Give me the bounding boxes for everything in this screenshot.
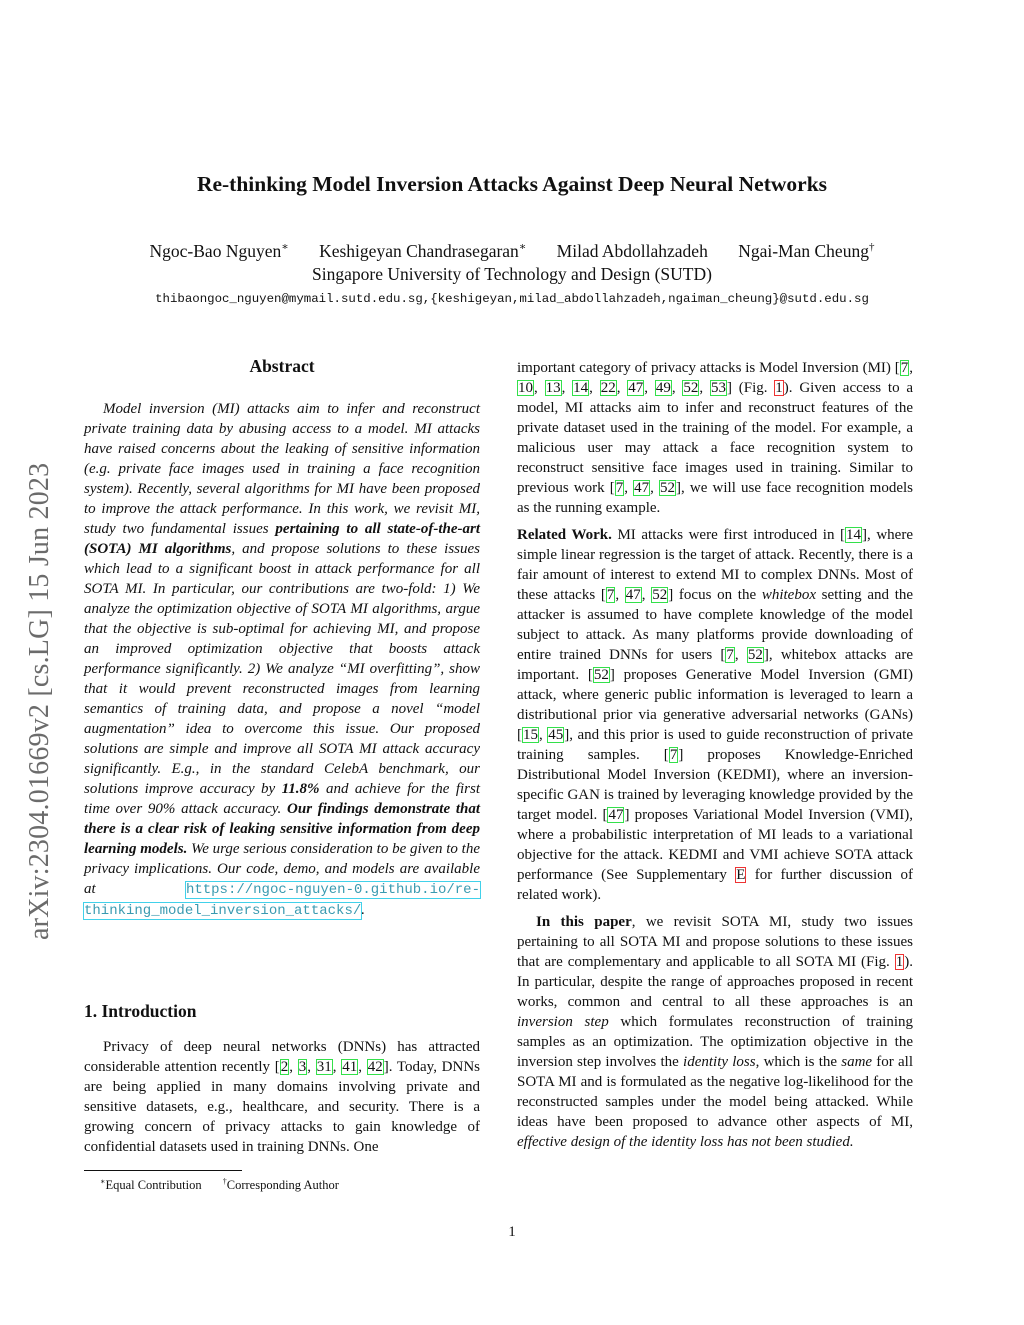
citation-link[interactable]: 52	[683, 380, 699, 396]
citation-link[interactable]: 7	[606, 587, 615, 603]
citation-link[interactable]: 22	[600, 380, 616, 396]
paragraph-this-paper: In this paper, we revisit SOTA MI, study two issues pertaining to all SOTA MI and propose solutions to these issues that are complementary and applicable to all SOTA MI (Fig. 1). In particular, despite the range of approaches proposed in recent works, common and central to all these approaches is an inversion step which formulates reconstruction of training samples as an optimization. The optimization objective in the inversion step involves the identity loss, which is the same for all SOTA MI and is formulated as the negative log-likelihood for the reconstructed samples under the model being attacked. While ideas have been proposed to advance other aspects of MI, effective design of the identity loss has not been studied.	[517, 914, 914, 1150]
author-3: Milad Abdollahzadeh	[556, 240, 708, 261]
right-column-body	[517, 358, 913, 1152]
code-link[interactable]: https://ngoc-nguyen-0.github.io/re-thinking_model_inversion_attacks/	[84, 882, 480, 919]
citation-link[interactable]: 10	[518, 380, 533, 396]
footnote: ∗Equal Contribution †Corresponding Author	[100, 1177, 339, 1193]
citation-link[interactable]: 47	[608, 807, 624, 823]
author-list	[0, 240, 1024, 262]
supplementary-link[interactable]: E	[736, 867, 746, 883]
citation-link[interactable]: 15	[523, 727, 538, 743]
paragraph-heading: Related Work.	[517, 527, 612, 543]
citation-link[interactable]: 3	[298, 1059, 307, 1075]
citation-link[interactable]: 49	[655, 380, 671, 396]
citation-link[interactable]: 53	[710, 380, 726, 396]
citation-link[interactable]: 47	[628, 380, 644, 396]
author-2: Keshigeyan Chandrasegaran∗	[319, 240, 527, 261]
abstract-body: Model inversion (MI) attacks aim to infer and reconstruct private training data by abusing access to a model. MI attacks have raised concerns about the leaking of sensitive information (e.g. private face images used in training a face recognition system). Recently, several algorithms for MI have been proposed to improve the attack performance. In this work, we revisit MI, study two fundamental issues pertaining to all state-of-the-art (SOTA) MI algorithms, and propose solutions to these issues which lead to a significant boost in attack performance for all SOTA MI. In particular, our contributions are two-fold: 1) We analyze the optimization objective of SOTA MI algorithms, argue that the objective is sub-optimal for achieving MI, and propose an improved optimization objective that boosts attack performance significantly. 2) We analyze “MI overfitting”, show that it would prevent reconstructed images from learning semantics of training data, and propose a novel “model augmentation” idea to overcome this issue. Our proposed solutions are simple and improve all SOTA MI attack accuracy significantly. E.g., in the standard CelebA benchmark, our solutions improve accuracy by 11.8% and achieve for the first time over 90% attack accuracy. Our findings demonstrate that there is a clear risk of leaking sensitive information from deep learning models. We urge serious consideration to be given to the privacy implications. Our code, demo, and models are available at https://ngoc-nguyen-0.github.io/re-thinking_model_inversion_attacks/.	[84, 401, 480, 919]
paragraph-heading: In this paper	[536, 914, 632, 930]
author-emails: thibaongoc_nguyen@mymail.sutd.edu.sg,{keshigeyan,milad_abdollahzadeh,ngaiman_cheung}@sutd.edu.sg	[155, 292, 869, 306]
citation-link[interactable]: 42	[367, 1059, 383, 1075]
affiliation: Singapore University of Technology and Design (SUTD)	[312, 264, 712, 284]
section-heading-introduction: 1. Introduction	[84, 1001, 197, 1021]
citation-link[interactable]: 52	[652, 587, 668, 603]
author-1: Ngoc-Bao Nguyen∗	[149, 240, 289, 261]
author-4: Ngai-Man Cheung†	[738, 240, 875, 261]
figure-link[interactable]: 1	[775, 380, 783, 396]
footnote-rule	[84, 1170, 242, 1171]
citation-link[interactable]: 7	[726, 647, 734, 663]
page-number: 1	[508, 1224, 516, 1240]
citation-link[interactable]: 47	[625, 587, 641, 603]
paragraph-related-work: Related Work. MI attacks were first introduced in [14], where simple linear regression is the target of attack. Recently, there is a fair amount of interest to extend MI to complex DNNs. Most of these attacks [7, 47, 52] focus on the whitebox setting and the attacker is assumed to have complete knowledge of the model subject to attack. As many platforms provide downloading of entire trained DNNs for users [7, 52], whitebox attacks are important. [52] proposes Generative Model Inversion (GMI) attack, where generic public information is leveraged to learn a distributional prior via generative adversarial networks (GANs) [15, 45], and this prior is used to guide reconstruction of private training samples. [7] proposes Knowledge-Enriched Distributional Model Inversion (KEDMI), where an inversion-specific GAN is trained by leveraging knowledge provided by the target model. [47] proposes Variational Model Inversion (VMI), where a probabilistic interpretation of MI leads to a variational objective for the attack. KEDMI and VMI achieve SOTA attack performance (See Supplementary E for further discussion of related work).	[517, 527, 914, 903]
abstract-heading: Abstract	[249, 356, 315, 376]
citation-link[interactable]: 52	[593, 667, 609, 683]
citation-link[interactable]: 47	[634, 480, 650, 496]
citation-link[interactable]: 7	[900, 360, 909, 376]
citation-link[interactable]: 52	[747, 647, 763, 663]
paper-title: Re-thinking Model Inversion Attacks Against Deep Neural Networks	[196, 172, 828, 196]
citation-link[interactable]: 7	[669, 747, 678, 763]
citation-link[interactable]: 41	[342, 1059, 358, 1075]
citation-link[interactable]: 31	[316, 1059, 332, 1075]
citation-link[interactable]: 7	[615, 480, 624, 496]
introduction-body: Privacy of deep neural networks (DNNs) has attracted considerable attention recently [2, 3, 31, 41, 42]. Today, DNNs are being applied in many domains involving private and sensitive datasets, e.g., healthcare, and security. There is a growing concern of privacy attacks to gain knowledge of confidential datasets used in training DNNs. One	[84, 1039, 481, 1155]
citation-link[interactable]: 14	[846, 527, 862, 543]
paragraph-mi: important category of privacy attacks is Model Inversion (MI) [7, 10, 13, 14, 22, 47, 49, 52, 53] (Fig. 1). Given access to a model, MI attacks aim to infer and reconstruct features of the private dataset used in the training of the model. For example, a malicious user may attack a face recognition system to reconstruct sensitive face images used in training. Similar to previous work [7, 47, 52], we will use face recognition models as the running example.	[517, 360, 914, 516]
citation-link[interactable]: 52	[660, 480, 676, 496]
figure-link[interactable]: 1	[895, 954, 904, 970]
citation-link[interactable]: 14	[573, 380, 589, 396]
citation-link[interactable]: 2	[280, 1059, 289, 1075]
citation-link[interactable]: 45	[548, 727, 564, 743]
arxiv-stamp: arXiv:2304.01669v2 [cs.LG] 15 Jun 2023	[24, 462, 55, 940]
citation-link[interactable]: 13	[545, 380, 561, 396]
